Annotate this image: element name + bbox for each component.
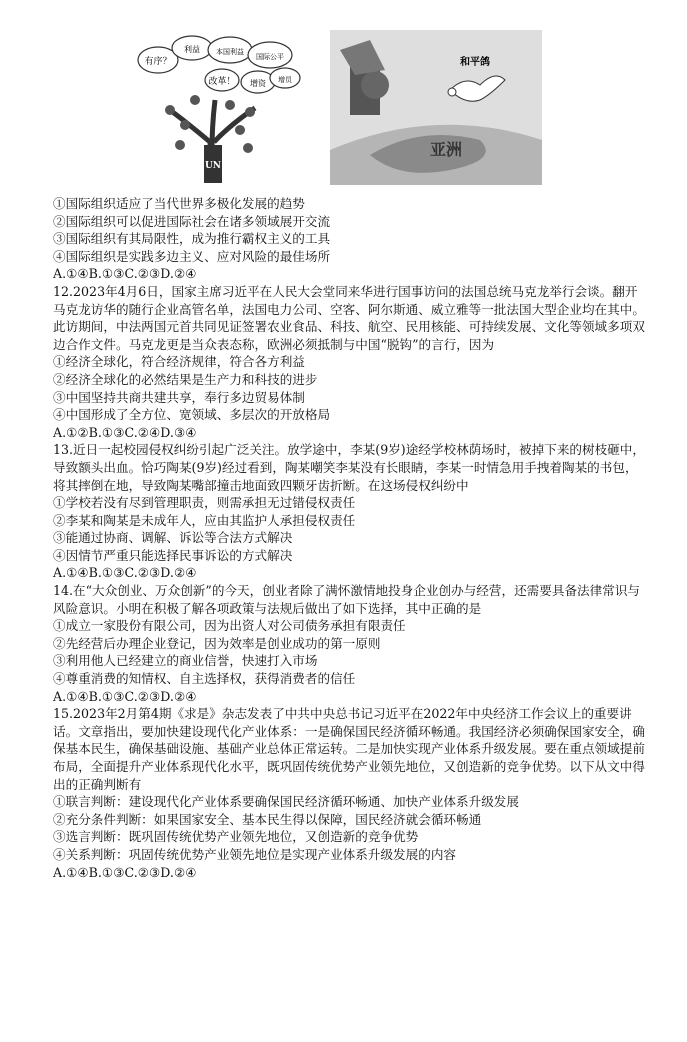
dove-label: 和平鸽 bbox=[460, 57, 490, 68]
text-line: ②经济全球化的必然结果是生产力和科技的进步 bbox=[53, 371, 318, 387]
text-line: ②先经营后办理企业登记，因为效率是创业成功的第一原则 bbox=[53, 635, 381, 651]
answer-options: A.①②B.①③C.②④D.③④ bbox=[53, 424, 197, 440]
cartoon-un-tree bbox=[130, 30, 305, 185]
question-14: 14.在“大众创业、万众创新”的今天，创业者除了满怀激情地投身企业创办与经营，还需要具备法律常识与风险意识。小明在积极了解各项政策与法规后做出了如下选择，其中正确的是 bbox=[53, 583, 641, 616]
cartoon-peace-dove bbox=[330, 30, 542, 185]
text-line: ②充分条件判断：如果国家安全、基本民生得以保障，国民经济就会循环畅通 bbox=[53, 811, 482, 827]
bubble-3: 改革！ bbox=[208, 77, 236, 87]
question-13: 13.近日一起校园侵权纠纷引起广泛关注。放学途中，李某(9岁)途经学校林荫场时，被掉下来的树枝砸中，导致额头出血。恰巧陶某(9岁)经过看到，陶某嘲笑李某没有长眼睛，李某一时情急用手拽着陶某的书包，将其摔倒在地，导致陶某嘴部撞击地面致四颗牙齿折断。在这场侵权纠纷中 bbox=[53, 442, 645, 493]
bubble-4: 增资 bbox=[250, 79, 266, 88]
bubble-5: 本国利益 bbox=[216, 48, 244, 56]
text-line: ④关系判断：巩固传统优势产业领先地位是实现产业体系升级发展的内容 bbox=[53, 846, 456, 862]
text-line: ③中国坚持共商共建共享，奉行多边贸易体制 bbox=[53, 389, 305, 405]
answer-options: A.①④B.①③C.②③D.②④ bbox=[53, 864, 197, 880]
answer-options: A.①④B.①③C.②③D.②④ bbox=[53, 565, 197, 581]
un-label: UN bbox=[204, 161, 222, 171]
answer-options: A.①④B.①③C.②③D.②④ bbox=[53, 688, 197, 704]
text-line: ①国际组织适应了当代世界多极化发展的趋势 bbox=[53, 196, 305, 211]
answer-options: A.①④B.①③C.②③D.②④ bbox=[53, 266, 197, 282]
peace-dove-illustration bbox=[330, 30, 542, 185]
text-line: ①学校若没有尽到管理职责，则需承担无过错侵权责任 bbox=[53, 495, 356, 511]
question-15: 15.2023年2月第4期《求是》杂志发表了中共中央总书记习近平在2022年中央经济工作会议上的重要讲话。文章指出，要加快建设现代化产业体系：一是确保国民经济循环畅通。我国经济必须确保国家安全，确保基本民生，确保基础设施、基础产业总体正常运转。二是加快实现产业体系升级发展。要在重点领域提前布局，全面提升产业体系现代化水平，既巩固传统优势产业领先地位，又创造新的竞争优势。以下从文中得出的正确判断有 bbox=[53, 706, 645, 792]
figures-row bbox=[130, 30, 545, 185]
question-text bbox=[53, 195, 645, 881]
text-line: ③选言判断：既巩固传统优势产业领先地位，又创造新的竞争优势 bbox=[53, 829, 419, 845]
text-line: ①成立一家股份有限公司，因为出资人对公司债务承担有限责任 bbox=[53, 618, 406, 634]
un-tree-illustration bbox=[130, 30, 305, 185]
text-line: ②国际组织可以促进国际社会在诸多领域展开交流 bbox=[53, 213, 331, 229]
bubble-6: 国际公平 bbox=[256, 53, 284, 61]
text-line: ③国际组织有其局限性，成为推行霸权主义的工具 bbox=[53, 231, 331, 247]
question-12: 12.2023年4月6日，国家主席习近平在人民大会堂同来华进行国事访问的法国总统马克龙举行会谈。翻开马克龙访华的随行企业高管名单，法国电力公司、空客、阿尔斯通、威立雅等一批法国大型企业均在其中。此访期间，中法两国元首共同见证签署农业食品、科技、航空、民用核能、可持续发展、文化等领域多项双边合作文件。马克龙更是当众表态称，欧洲必须抵制与中国“脱钩”的言行，因为 bbox=[53, 283, 645, 352]
bubble-1: 有序？ bbox=[144, 57, 172, 67]
text-line: ③利用他人已经建立的商业信誉，快速打入市场 bbox=[53, 653, 318, 669]
text-line: ④国际组织是实践多边主义、应对风险的最佳场所 bbox=[53, 248, 331, 264]
text-line: ④中国形成了全方位、宽领域、多层次的开放格局 bbox=[53, 407, 331, 423]
text-line: ③能通过协商、调解、诉讼等合法方式解决 bbox=[53, 530, 293, 546]
text-line: ④尊重消费的知情权、自主选择权，获得消费者的信任 bbox=[53, 671, 356, 687]
text-line: ①联言判断：建设现代化产业体系要确保国民经济循环畅通、加快产业体系升级发展 bbox=[53, 794, 519, 810]
text-line: ④因情节严重只能选择民事诉讼的方式解决 bbox=[53, 547, 293, 563]
bubble-7: 增员 bbox=[278, 76, 292, 84]
text-line: ①经济全球化，符合经济规律，符合各方利益 bbox=[53, 354, 305, 370]
asia-label: 亚洲 bbox=[430, 140, 463, 159]
bubble-2: 利益 bbox=[184, 45, 200, 54]
text-line: ②李某和陶某是未成年人，应由其监护人承担侵权责任 bbox=[53, 512, 356, 528]
